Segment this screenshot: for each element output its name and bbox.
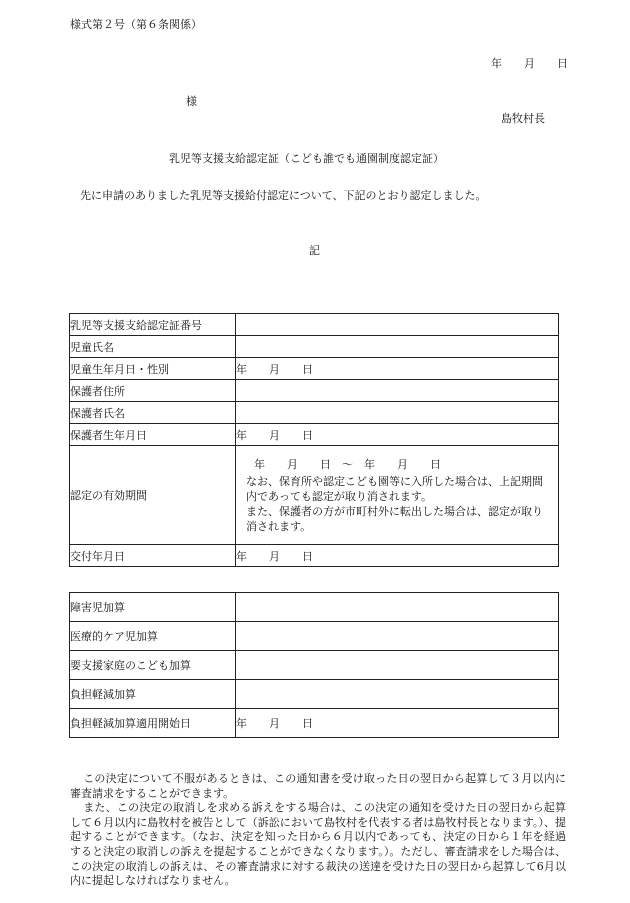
row-label: 保護者氏名: [70, 402, 236, 424]
table-row: [70, 358, 559, 380]
table-row: [70, 380, 559, 402]
row-value: [236, 680, 559, 709]
row-value: [236, 380, 559, 402]
period-dates: 年 月 日 〜 年 月 日: [254, 457, 441, 471]
row-value: 年 月 日: [236, 709, 559, 738]
table-row: [70, 336, 559, 358]
table-row: [70, 424, 559, 446]
appeal-note-lawsuit: また、この決定の取消しを求める訴えをする場合は、この決定の通知を受けた日の翌日から起算して６月以内に島牧村を被告として（訴訟において島牧村を代表する者は島牧村長となります。）、提起することができます。（なお、決定を知った日から６月以内であっても、決定の日から１年を経過すると決定の取消しの訴えを提起することができなくなります。）。ただし、審査請求をした場合は、この決定の取消しの訴えは、その審査請求に対する裁決の送達を受けた日の翌日から起算して6月以内に提起しなければなりません。: [70, 801, 566, 888]
appeal-note-review: この決定について不服があるときは、この通知書を受け取った日の翌日から起算して３月以内に審査請求をすることができます。: [70, 772, 566, 800]
addition-table: [69, 592, 559, 738]
row-label: 障害児加算: [70, 593, 236, 622]
addressee-suffix: 様: [186, 95, 197, 108]
certificate-table: [69, 313, 559, 567]
date-line: 年 月 日: [491, 57, 568, 70]
row-label: 要支援家庭のこども加算: [70, 651, 236, 680]
row-label: 負担軽減加算: [70, 680, 236, 709]
row-value: [236, 622, 559, 651]
row-label: 児童氏名: [70, 336, 236, 358]
intro-text: 先に申請のありました乳児等支援給付認定について、下記のとおり認定しました。: [80, 189, 487, 202]
form-number: 様式第２号（第６条関係）: [70, 18, 202, 31]
row-value: 年 月 日: [236, 424, 559, 446]
row-value: [236, 314, 559, 336]
row-label: 保護者住所: [70, 380, 236, 402]
document-title: 乳児等支援支給認定証（こども誰でも通園制度認定証）: [169, 152, 444, 165]
table-row: [70, 402, 559, 424]
row-label: 保護者生年月日: [70, 424, 236, 446]
row-label: 児童生年月日・性別: [70, 358, 236, 380]
row-value: 年 月 日: [236, 545, 559, 567]
row-label: 交付年月日: [70, 545, 236, 567]
table-row: [70, 622, 559, 651]
issuer-name: 島牧村長: [501, 112, 545, 125]
table-row: [70, 314, 559, 336]
row-label: 医療的ケア児加算: [70, 622, 236, 651]
row-label: 乳児等支援支給認定証番号: [70, 314, 236, 336]
table-row: [70, 680, 559, 709]
row-label: 負担軽減加算適用開始日: [70, 709, 236, 738]
ki-heading: 記: [309, 244, 320, 257]
appeal-notes: [70, 772, 566, 889]
row-value: [236, 593, 559, 622]
period-note-relocation: また、保護者の方が市町村外に転出した場合は、認定が取り消されます。: [246, 504, 543, 533]
validity-period-cell: [236, 446, 559, 545]
row-label: 認定の有効期間: [70, 446, 236, 545]
row-value: 年 月 日: [236, 358, 559, 380]
row-value: [236, 402, 559, 424]
table-row: [70, 545, 559, 567]
row-value: [236, 651, 559, 680]
table-row: [70, 709, 559, 738]
table-row: [70, 593, 559, 622]
period-note-admission: なお、保育所や認定こども園等に入所した場合は、上記期間内であっても認定が取り消されます。: [246, 474, 543, 503]
validity-period-row: [70, 446, 559, 545]
row-value: [236, 336, 559, 358]
table-row: [70, 651, 559, 680]
